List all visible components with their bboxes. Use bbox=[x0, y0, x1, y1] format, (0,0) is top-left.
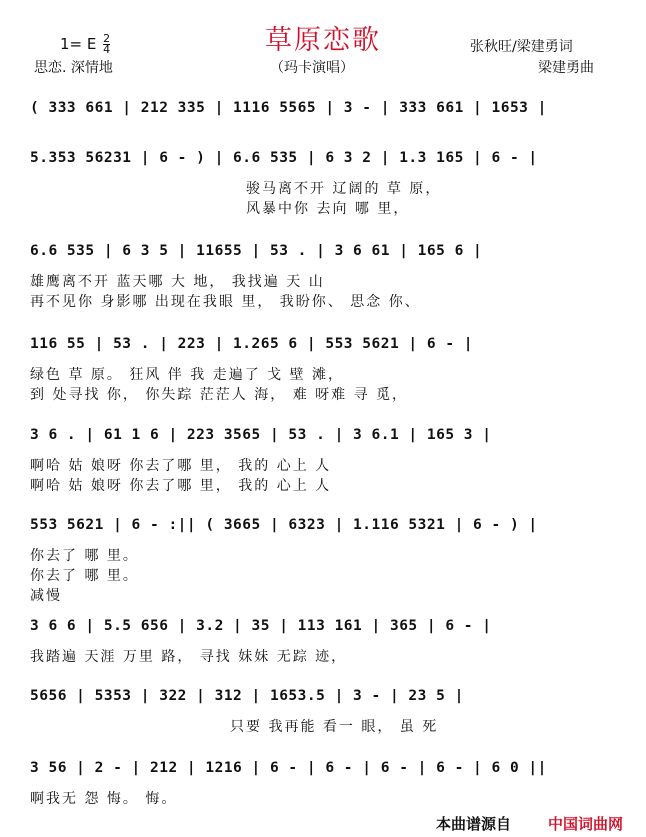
lyric-line: 风暴中你 去向 哪 里， bbox=[246, 201, 410, 217]
time-numerator: 2 bbox=[103, 32, 111, 45]
notation-line: 553 5621 | 6 - :|| ( 3665 | 6323 | 1.116 5321 | 6 - ) | bbox=[30, 517, 538, 533]
singer-credit: （玛卡演唱） bbox=[270, 60, 354, 76]
lyric-line: 啊哈 姑 娘呀 你去了哪 里， 我的 心上 人 bbox=[30, 478, 332, 494]
notation-line: 3 56 | 2 - | 212 | 1216 | 6 - | 6 - | 6 - | 6 - | 6 0 || bbox=[30, 760, 547, 776]
notation-line: 5656 | 5353 | 322 | 312 | 1653.5 | 3 - | 23 5 | bbox=[30, 688, 464, 704]
lyric-line: 啊我无 怨 悔。 悔。 bbox=[30, 791, 178, 807]
time-denominator: 4 bbox=[103, 43, 111, 56]
song-title: 草原恋歌 bbox=[265, 25, 381, 56]
time-signature bbox=[103, 34, 110, 55]
mood-marking: 思恋. 深情地 bbox=[34, 60, 113, 76]
composer-credit: 梁建勇曲 bbox=[538, 60, 594, 76]
lyricist-credit: 张秋旺/梁建勇词 bbox=[470, 39, 573, 55]
notation-line: ( 333 661 | 212 335 | 1116 5565 | 3 - | 333 661 | 1653 | bbox=[30, 100, 547, 116]
lyric-line: 绿色 草 原。 狂风 伴 我 走遍了 戈 壁 滩， bbox=[30, 367, 345, 383]
notation-line: 6.6 535 | 6 3 5 | 11655 | 53 . | 3 6 61 | 165 6 | bbox=[30, 243, 483, 259]
key-signature bbox=[60, 34, 110, 55]
lyric-line: 雄鹰离不开 蓝天哪 大 地， 我找遍 天 山 bbox=[30, 274, 325, 290]
lyric-line: 你去了 哪 里。 bbox=[30, 548, 139, 564]
lyric-line: 减慢 bbox=[30, 588, 62, 604]
lyric-line: 你去了 哪 里。 bbox=[30, 568, 139, 584]
source-label: 本曲谱源自 bbox=[436, 815, 512, 833]
lyric-line: 再不见你 身影哪 出现在我眼 里， 我盼你、 思念 你、 bbox=[30, 294, 421, 310]
source-site: 中国词曲网 bbox=[548, 815, 624, 833]
lyric-line: 骏马离不开 辽阔的 草 原， bbox=[246, 181, 442, 197]
lyric-line: 我踏遍 天涯 万里 路， 寻找 妹妹 无踪 迹， bbox=[30, 649, 348, 665]
lyric-line: 到 处寻找 你， 你失踪 茫茫人 海， 难 呀难 寻 觅， bbox=[30, 387, 409, 403]
lyric-line: 啊哈 姑 娘呀 你去了哪 里， 我的 心上 人 bbox=[30, 458, 332, 474]
notation-line: 3 6 . | 61 1 6 | 223 3565 | 53 . | 3 6.1 | 165 3 | bbox=[30, 427, 492, 443]
notation-line: 116 55 | 53 . | 223 | 1.265 6 | 553 5621 | 6 - | bbox=[30, 336, 474, 352]
lyric-line: 只要 我再能 看一 眼， 虽 死 bbox=[230, 719, 439, 735]
notation-line: 3 6 6 | 5.5 656 | 3.2 | 35 | 113 161 | 365 | 6 - | bbox=[30, 618, 492, 634]
notation-line: 5.353 56231 | 6 - ) | 6.6 535 | 6 3 2 | 1.3 165 | 6 - | bbox=[30, 150, 538, 166]
key-label: 1= E bbox=[60, 35, 97, 53]
